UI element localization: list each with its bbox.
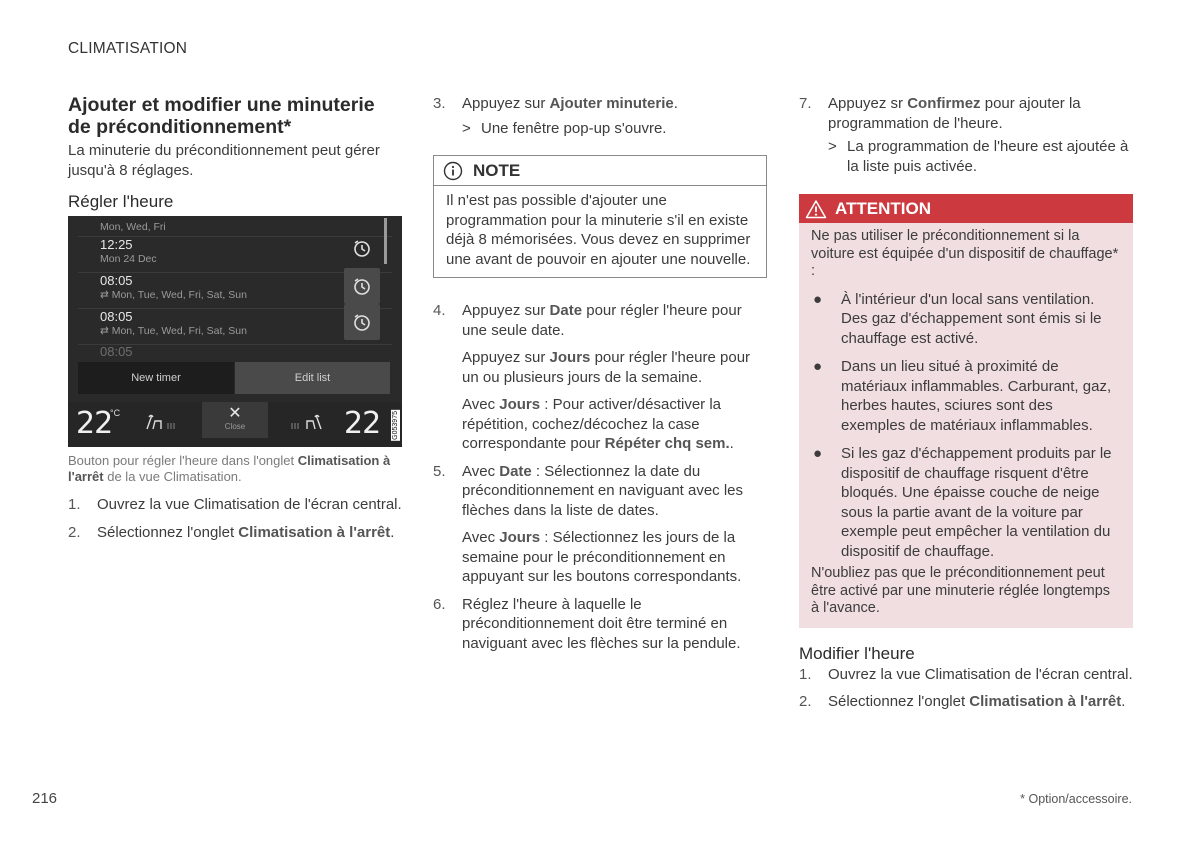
section-header: CLIMATISATION (68, 40, 188, 57)
list-item: 1. Ouvrez la vue Climatisation de l'écran central. (799, 665, 1133, 683)
seat-heat-icon-right (288, 411, 324, 438)
column-3 (799, 94, 1133, 712)
footnote: * Option/accessoire. (1020, 792, 1132, 806)
note-box (433, 155, 767, 278)
list-item: 4. Appuyez sur Date pour régler l'heure pour une seule date. (433, 302, 742, 339)
list-item: 2. Sélectionnez l'onglet Climatisation à l'arrêt. (799, 693, 1126, 710)
list-item: ● À l'intérieur d'un local sans ventilation. Des gaz d'échappement sont émis si le chauffage est activé. (813, 290, 1102, 347)
timer-days: Mon, Wed, Fri (100, 221, 166, 233)
list-item: 3. Appuyez sur Ajouter minuterie. (433, 95, 678, 112)
page-title: Ajouter et modifier une minuterie de préconditionnement* (68, 94, 375, 138)
timer-time: 12:25 (100, 237, 133, 252)
list-item: 5. Avec Date : Sélectionnez la date du préconditionnement en naviguant avec les flèches dans la liste de dates. (433, 462, 744, 519)
step-paragraph: Appuyez sur Jours pour régler l'heure pour un ou plusieurs jours de la semaine. (462, 349, 751, 386)
timer-days: ⇄ Mon, Tue, Wed, Fri, Sat, Sun (100, 325, 247, 337)
timer-clock-icon (344, 304, 380, 340)
attention-label: ATTENTION (835, 198, 932, 218)
note-header (434, 156, 766, 186)
tab-edit-list: Edit list (235, 362, 390, 394)
list-item: 1. Ouvrez la vue Climatisation de l'écran central. (68, 496, 402, 513)
screen-tab-bar (78, 362, 390, 394)
list-item: ● Dans un lieu situé à proximité de matériaux inflammables. Carburant, gaz, herbes hautes, sciures sont des exemples de matériaux inflammables. (813, 358, 1112, 434)
close-label: Close (224, 422, 246, 431)
list-item: 7. Appuyez sr Confirmez pour ajouter la programmation de l'heure. (799, 95, 1081, 132)
timer-time: 08:05 (100, 344, 133, 359)
list-item: 2. Sélectionnez l'onglet Climatisation à l'arrêt. (68, 523, 395, 541)
warning-icon (805, 199, 827, 219)
timer-days: ⇄ Mon, Tue, Wed, Fri, Sat, Sun (100, 289, 247, 301)
attention-outro: N'oubliez pas que le préconditionnement peut être activé par une minuterie réglée longtemps à l'avance. (811, 565, 1111, 616)
close-icon: ✕ (228, 405, 242, 422)
step-paragraph: Avec Jours : Sélectionnez les jours de la semaine pour le préconditionnement en appuyant sur les boutons correspondants. (462, 529, 742, 585)
list-item: 6. Réglez l'heure à laquelle le préconditionnement doit être terminé en naviguant avec les flèches sur la pendule. (433, 595, 741, 652)
timer-clock-icon (344, 268, 380, 304)
image-caption: Bouton pour régler l'heure dans l'onglet Climatisation à l'arrêt de la vue Climatisation. (68, 453, 391, 484)
scrollbar (384, 218, 387, 264)
column-1 (68, 94, 402, 542)
intro-text: La minuterie du préconditionnement peut gérer jusqu'à 8 réglages. (68, 142, 380, 179)
timer-days: Mon 24 Dec (100, 253, 157, 265)
page-number: 216 (32, 790, 58, 807)
climate-bar (68, 402, 402, 447)
close-button-area (202, 402, 268, 438)
climate-screen-image (68, 216, 402, 447)
subheading-modify-time: Modifier l'heure (799, 643, 915, 663)
attention-body (799, 223, 1133, 628)
timer-clock-icon (344, 230, 380, 266)
attention-box (799, 194, 1133, 628)
column-2 (433, 94, 767, 653)
timer-time: 08:05 (100, 309, 133, 324)
temp-right: 22 (344, 406, 381, 441)
timer-time: 08:05 (100, 273, 133, 288)
note-text: Il n'est pas possible d'ajouter une programmation pour la minuterie s'il en existe déjà 8 mémorisées. Vous devez en supprimer une avant de pouvoir en ajouter une nouvelle. (446, 192, 751, 268)
step-result: > Une fenêtre pop-up s'ouvre. (462, 119, 667, 137)
tab-new-timer: New timer (78, 362, 234, 394)
step-paragraph: Avec Jours : Pour activer/désactiver la répétition, cochez/décochez la case correspondante pour Répéter chq sem.. (462, 396, 734, 452)
attention-intro: Ne pas utiliser le préconditionnement si la voiture est équipée d'un dispositif de chauffage* : (811, 228, 1119, 279)
subheading-set-time: Régler l'heure (68, 192, 174, 211)
note-label: NOTE (473, 160, 521, 180)
image-code: G053975 (392, 411, 399, 440)
seat-heat-icon (144, 411, 180, 438)
temp-unit: °C (110, 408, 121, 418)
info-icon (443, 161, 463, 181)
temp-left: 22 (76, 406, 113, 441)
attention-header (799, 194, 1133, 223)
step-result: > La programmation de l'heure est ajoutée à la liste puis activée. (828, 138, 1129, 175)
list-item: ● Si les gaz d'échappement produits par le dispositif de chauffage risquent d'être bloqués. Une épaisse couche de neige sous la partie avant de la voiture par exemple peut empêcher la ventilation du dispositif de chauffage. (813, 445, 1112, 560)
